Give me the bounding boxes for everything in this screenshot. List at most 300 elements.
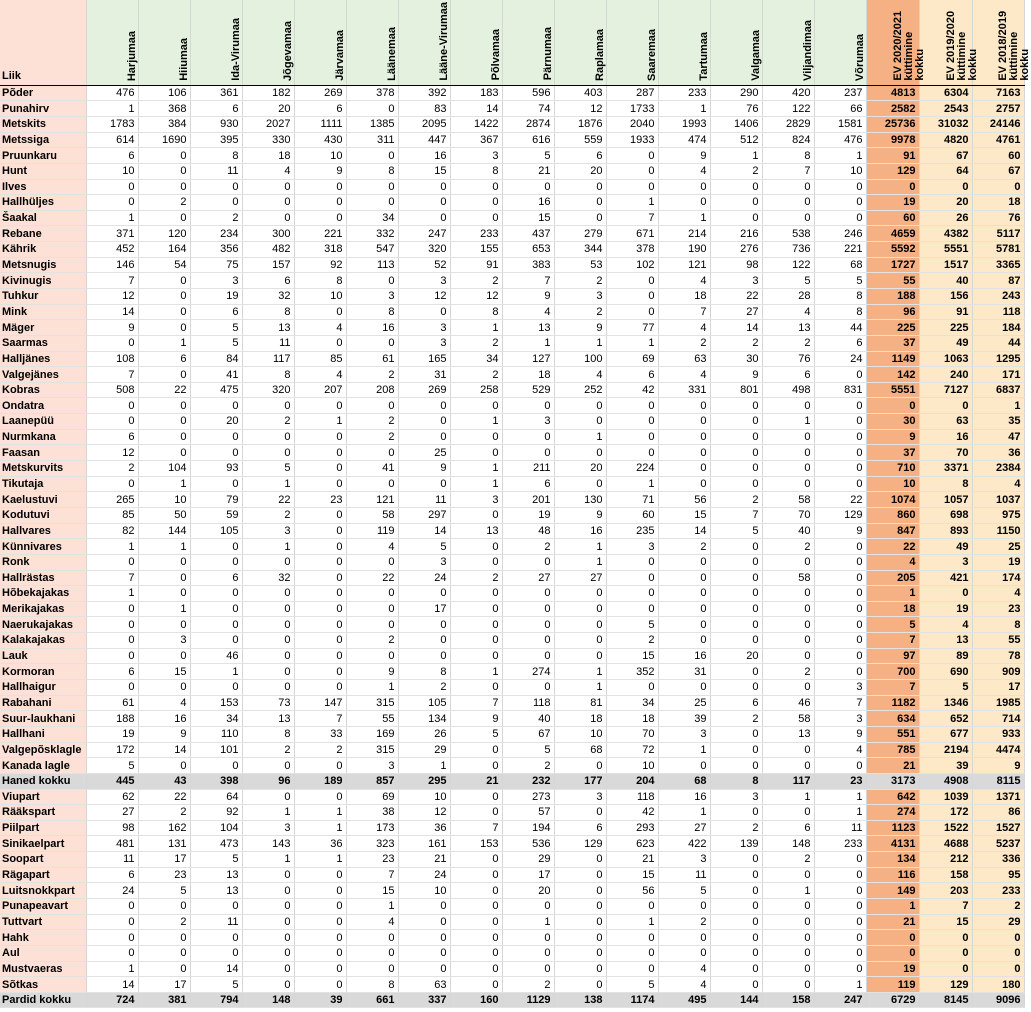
county-value: 1 <box>606 914 658 930</box>
season-total-value: 18 <box>972 195 1024 211</box>
county-value: 13 <box>450 523 502 539</box>
county-value: 0 <box>554 633 606 649</box>
species-name: Viupart <box>0 789 86 805</box>
county-value: 0 <box>346 148 398 164</box>
county-value: 15 <box>346 883 398 899</box>
table-row <box>0 805 1024 821</box>
county-value: 1 <box>138 539 190 555</box>
season-total-value: 9096 <box>972 992 1024 1008</box>
county-value: 0 <box>554 758 606 774</box>
season-total-value: 129 <box>919 977 972 993</box>
county-value: 0 <box>814 664 866 680</box>
county-value: 121 <box>658 257 710 273</box>
county-value: 0 <box>606 429 658 445</box>
county-value: 0 <box>658 586 710 602</box>
county-value: 0 <box>814 429 866 445</box>
county-value: 221 <box>294 226 346 242</box>
county-value: 10 <box>294 148 346 164</box>
county-value: 330 <box>242 132 294 148</box>
county-value: 0 <box>814 398 866 414</box>
county-value: 0 <box>710 570 762 586</box>
species-name: Tuttvart <box>0 914 86 930</box>
county-value: 1 <box>86 961 138 977</box>
county-value: 2 <box>450 367 502 383</box>
county-value: 0 <box>450 789 502 805</box>
county-value: 0 <box>710 977 762 993</box>
county-value: 0 <box>658 945 710 961</box>
season-total-value: 225 <box>866 320 919 336</box>
county-value: 0 <box>814 883 866 899</box>
county-value: 0 <box>658 617 710 633</box>
county-value: 0 <box>710 398 762 414</box>
county-value: 122 <box>762 101 814 117</box>
species-name: Soopart <box>0 852 86 868</box>
county-value: 106 <box>138 85 190 101</box>
county-value: 0 <box>398 210 450 226</box>
species-name: Halljänes <box>0 351 86 367</box>
county-value: 0 <box>606 304 658 320</box>
season-total-value: 274 <box>866 805 919 821</box>
county-value: 0 <box>242 883 294 899</box>
county-value: 403 <box>554 85 606 101</box>
table-row <box>0 429 1024 445</box>
county-value: 58 <box>346 507 398 523</box>
county-value: 2 <box>710 163 762 179</box>
county-value: 157 <box>242 257 294 273</box>
season-total-value: 29 <box>972 914 1024 930</box>
county-value: 0 <box>346 398 398 414</box>
season-total-value: 60 <box>972 148 1024 164</box>
county-value: 0 <box>814 898 866 914</box>
county-value: 3 <box>658 852 710 868</box>
season-total-value: 1057 <box>919 492 972 508</box>
county-value: 9 <box>658 148 710 164</box>
county-value: 452 <box>86 242 138 258</box>
county-value: 0 <box>658 570 710 586</box>
county-value: 0 <box>450 977 502 993</box>
table-row <box>0 617 1024 633</box>
county-value: 61 <box>346 351 398 367</box>
table-row <box>0 648 1024 664</box>
county-value: 367 <box>450 132 502 148</box>
season-total-value: 860 <box>866 507 919 523</box>
county-value: 0 <box>710 429 762 445</box>
county-value: 293 <box>606 820 658 836</box>
season-total-value: 5592 <box>866 242 919 258</box>
county-value: 4 <box>658 273 710 289</box>
species-name: Ondatra <box>0 398 86 414</box>
season-total-value: 21 <box>866 758 919 774</box>
county-value: 0 <box>242 586 294 602</box>
species-name: Rägapart <box>0 867 86 883</box>
table-row <box>0 601 1024 617</box>
species-name: Luitsnokkpart <box>0 883 86 899</box>
county-value: 0 <box>242 601 294 617</box>
county-value: 9 <box>814 523 866 539</box>
county-value: 0 <box>450 445 502 461</box>
county-value: 0 <box>658 445 710 461</box>
season-total-value: 86 <box>972 805 1024 821</box>
table-row <box>0 883 1024 899</box>
county-value: 0 <box>606 289 658 305</box>
county-value: 7 <box>450 695 502 711</box>
county-value: 0 <box>346 961 398 977</box>
county-value: 101 <box>190 742 242 758</box>
county-value: 0 <box>658 461 710 477</box>
table-row <box>0 711 1024 727</box>
season-total-value: 5781 <box>972 242 1024 258</box>
county-value: 2 <box>346 429 398 445</box>
season-total-value: 933 <box>972 726 1024 742</box>
season-total-value: 37 <box>866 445 919 461</box>
season-total-value: 9 <box>972 758 1024 774</box>
county-value: 0 <box>398 648 450 664</box>
county-value: 0 <box>450 179 502 195</box>
county-value: 0 <box>138 398 190 414</box>
county-value: 3 <box>138 633 190 649</box>
county-value: 0 <box>190 945 242 961</box>
table-row <box>0 148 1024 164</box>
county-value: 0 <box>554 414 606 430</box>
table-row <box>0 867 1024 883</box>
county-value: 547 <box>346 242 398 258</box>
county-value: 0 <box>450 633 502 649</box>
county-header <box>658 0 710 85</box>
county-value: 76 <box>710 101 762 117</box>
county-value: 177 <box>554 773 606 789</box>
county-value: 0 <box>450 961 502 977</box>
county-value: 4 <box>502 304 554 320</box>
county-value: 3 <box>398 320 450 336</box>
county-value: 201 <box>502 492 554 508</box>
season-total-value: 67 <box>972 163 1024 179</box>
county-value: 84 <box>190 351 242 367</box>
county-header <box>606 0 658 85</box>
county-value: 9 <box>450 711 502 727</box>
county-value: 378 <box>346 85 398 101</box>
season-total-value: 172 <box>919 805 972 821</box>
county-value: 0 <box>86 554 138 570</box>
county-value: 113 <box>346 257 398 273</box>
table-row <box>0 570 1024 586</box>
season-total-value: 21 <box>866 914 919 930</box>
season-total-value: 64 <box>919 163 972 179</box>
county-value: 14 <box>86 304 138 320</box>
county-value: 1 <box>138 335 190 351</box>
table-row <box>0 633 1024 649</box>
county-value: 0 <box>86 945 138 961</box>
table-row <box>0 195 1024 211</box>
county-value: 0 <box>762 977 814 993</box>
county-value: 22 <box>242 492 294 508</box>
county-value: 1 <box>814 977 866 993</box>
county-value: 82 <box>86 523 138 539</box>
county-value: 1 <box>658 805 710 821</box>
county-value: 42 <box>606 805 658 821</box>
species-name: Hõbekajakas <box>0 586 86 602</box>
county-value: 17 <box>138 852 190 868</box>
county-value: 559 <box>554 132 606 148</box>
season-total-value: 30 <box>866 414 919 430</box>
county-value: 0 <box>502 445 554 461</box>
county-value: 73 <box>242 695 294 711</box>
county-value: 3 <box>242 820 294 836</box>
county-value: 2 <box>554 273 606 289</box>
season-total-value: 0 <box>972 945 1024 961</box>
table-row <box>0 179 1024 195</box>
county-value: 0 <box>554 445 606 461</box>
species-name: Punapeavart <box>0 898 86 914</box>
county-value: 0 <box>762 554 814 570</box>
county-value: 0 <box>294 898 346 914</box>
season-total-value: 233 <box>972 883 1024 899</box>
county-value: 85 <box>86 507 138 523</box>
county-value: 0 <box>450 883 502 899</box>
county-value: 0 <box>450 554 502 570</box>
species-name: Pruunkaru <box>0 148 86 164</box>
season-total-value: 700 <box>866 664 919 680</box>
county-value: 0 <box>450 758 502 774</box>
county-value: 474 <box>658 132 710 148</box>
county-value: 22 <box>138 382 190 398</box>
season-total-value: 5 <box>919 680 972 696</box>
county-value: 77 <box>606 320 658 336</box>
table-row <box>0 476 1024 492</box>
county-header-label: Valgamaa <box>749 29 762 81</box>
season-total-value: 4908 <box>919 773 972 789</box>
species-name: Hunt <box>0 163 86 179</box>
county-value: 383 <box>502 257 554 273</box>
county-value: 32 <box>242 570 294 586</box>
season-total-value: 2 <box>972 898 1024 914</box>
season-total-value: 5117 <box>972 226 1024 242</box>
county-value: 36 <box>398 820 450 836</box>
county-value: 23 <box>814 773 866 789</box>
county-value: 56 <box>658 492 710 508</box>
county-value: 4 <box>658 163 710 179</box>
season-total-value: 1037 <box>972 492 1024 508</box>
county-value: 61 <box>86 695 138 711</box>
county-value: 63 <box>658 351 710 367</box>
season-total-value: 634 <box>866 711 919 727</box>
species-name: Tikutaja <box>0 476 86 492</box>
county-value: 378 <box>606 242 658 258</box>
county-value: 0 <box>502 633 554 649</box>
county-value: 15 <box>138 664 190 680</box>
county-value: 297 <box>398 507 450 523</box>
species-name: Rääkspart <box>0 805 86 821</box>
county-value: 14 <box>658 523 710 539</box>
county-value: 9 <box>554 507 606 523</box>
county-value: 0 <box>710 445 762 461</box>
season-total-value: 47 <box>972 429 1024 445</box>
season-total-value: 25736 <box>866 116 919 132</box>
county-value: 13 <box>190 883 242 899</box>
county-value: 0 <box>502 930 554 946</box>
county-value: 6 <box>554 820 606 836</box>
county-value: 108 <box>86 351 138 367</box>
season-total-value: 7 <box>866 633 919 649</box>
species-name: Kaelustuvi <box>0 492 86 508</box>
county-value: 0 <box>710 539 762 555</box>
county-value: 371 <box>86 226 138 242</box>
season-total-value: 0 <box>919 586 972 602</box>
table-row <box>0 320 1024 336</box>
species-name: Hallhani <box>0 726 86 742</box>
county-value: 0 <box>762 633 814 649</box>
county-value: 0 <box>606 961 658 977</box>
county-value: 17 <box>138 977 190 993</box>
county-value: 0 <box>138 898 190 914</box>
county-value: 234 <box>190 226 242 242</box>
county-value: 2 <box>190 210 242 226</box>
county-value: 130 <box>554 492 606 508</box>
county-value: 0 <box>710 461 762 477</box>
county-value: 0 <box>242 195 294 211</box>
county-value: 368 <box>138 101 190 117</box>
county-value: 183 <box>450 85 502 101</box>
county-value: 473 <box>190 836 242 852</box>
county-value: 252 <box>554 382 606 398</box>
county-value: 1993 <box>658 116 710 132</box>
season-total-value: 1727 <box>866 257 919 273</box>
county-value: 0 <box>398 945 450 961</box>
table-row <box>0 554 1024 570</box>
species-name: Punahirv <box>0 101 86 117</box>
county-value: 0 <box>138 179 190 195</box>
county-value: 98 <box>710 257 762 273</box>
county-value: 153 <box>190 695 242 711</box>
county-value: 8 <box>190 148 242 164</box>
county-value: 0 <box>138 961 190 977</box>
season-total-value: 225 <box>919 320 972 336</box>
county-value: 0 <box>554 476 606 492</box>
county-value: 0 <box>294 523 346 539</box>
county-value: 0 <box>450 210 502 226</box>
county-value: 0 <box>294 570 346 586</box>
county-value: 153 <box>450 836 502 852</box>
table-row <box>0 132 1024 148</box>
county-value: 0 <box>346 195 398 211</box>
county-value: 0 <box>450 945 502 961</box>
season-total-value: 78 <box>972 648 1024 664</box>
county-value: 0 <box>242 789 294 805</box>
county-value: 144 <box>138 523 190 539</box>
county-value: 7 <box>346 867 398 883</box>
county-value: 0 <box>762 476 814 492</box>
county-value: 2 <box>450 273 502 289</box>
county-value: 0 <box>294 961 346 977</box>
county-value: 19 <box>502 507 554 523</box>
county-value: 0 <box>814 601 866 617</box>
county-value: 27 <box>502 570 554 586</box>
species-name: Faasan <box>0 445 86 461</box>
season-total-value: 25 <box>972 539 1024 555</box>
county-value: 6 <box>138 351 190 367</box>
county-value: 7 <box>86 570 138 586</box>
county-value: 5 <box>450 726 502 742</box>
county-value: 110 <box>190 726 242 742</box>
county-value: 0 <box>346 617 398 633</box>
county-value: 0 <box>190 617 242 633</box>
county-value: 5 <box>606 977 658 993</box>
county-value: 0 <box>190 554 242 570</box>
county-value: 0 <box>346 554 398 570</box>
county-value: 0 <box>762 945 814 961</box>
table-row <box>0 163 1024 179</box>
county-value: 146 <box>86 257 138 273</box>
season-total-value: 6304 <box>919 85 972 101</box>
county-value: 315 <box>346 695 398 711</box>
county-value: 1876 <box>554 116 606 132</box>
county-value: 0 <box>710 633 762 649</box>
season-total-value: 24146 <box>972 116 1024 132</box>
season-total-value: 5 <box>866 617 919 633</box>
county-value: 0 <box>294 617 346 633</box>
county-value: 7 <box>86 367 138 383</box>
county-value: 69 <box>606 351 658 367</box>
county-value: 237 <box>814 85 866 101</box>
species-name: Ilves <box>0 179 86 195</box>
county-value: 0 <box>814 476 866 492</box>
season-total-value: 9 <box>866 429 919 445</box>
county-value: 211 <box>502 461 554 477</box>
county-value: 22 <box>814 492 866 508</box>
county-value: 0 <box>762 601 814 617</box>
county-value: 0 <box>554 398 606 414</box>
county-value: 40 <box>762 523 814 539</box>
county-value: 1 <box>346 680 398 696</box>
county-value: 279 <box>554 226 606 242</box>
county-value: 0 <box>554 648 606 664</box>
county-value: 2 <box>242 742 294 758</box>
county-value: 0 <box>710 867 762 883</box>
county-value: 1 <box>814 805 866 821</box>
season-total-value: 4761 <box>972 132 1024 148</box>
county-value: 0 <box>814 210 866 226</box>
county-value: 0 <box>502 586 554 602</box>
county-value: 194 <box>502 820 554 836</box>
season-total-value: 0 <box>919 945 972 961</box>
county-value: 2 <box>554 304 606 320</box>
county-value: 58 <box>762 711 814 727</box>
table-row <box>0 304 1024 320</box>
county-value: 300 <box>242 226 294 242</box>
county-value: 0 <box>242 633 294 649</box>
season-total-value: 87 <box>972 273 1024 289</box>
season-total-value: 19 <box>919 601 972 617</box>
county-value: 190 <box>658 242 710 258</box>
county-value: 0 <box>450 680 502 696</box>
season-total-value: 39 <box>919 758 972 774</box>
county-value: 2 <box>502 539 554 555</box>
season-total-value: 35 <box>972 414 1024 430</box>
county-value: 0 <box>554 586 606 602</box>
county-value: 8 <box>710 773 762 789</box>
county-value: 5 <box>502 148 554 164</box>
county-value: 0 <box>710 617 762 633</box>
county-value: 0 <box>138 414 190 430</box>
county-value: 0 <box>242 210 294 226</box>
county-value: 1 <box>242 805 294 821</box>
county-value: 2 <box>346 633 398 649</box>
season-total-value: 149 <box>866 883 919 899</box>
county-value: 0 <box>86 601 138 617</box>
county-value: 0 <box>294 758 346 774</box>
season-total-value: 4 <box>972 586 1024 602</box>
county-value: 0 <box>502 680 554 696</box>
species-name: Hallhüljes <box>0 195 86 211</box>
